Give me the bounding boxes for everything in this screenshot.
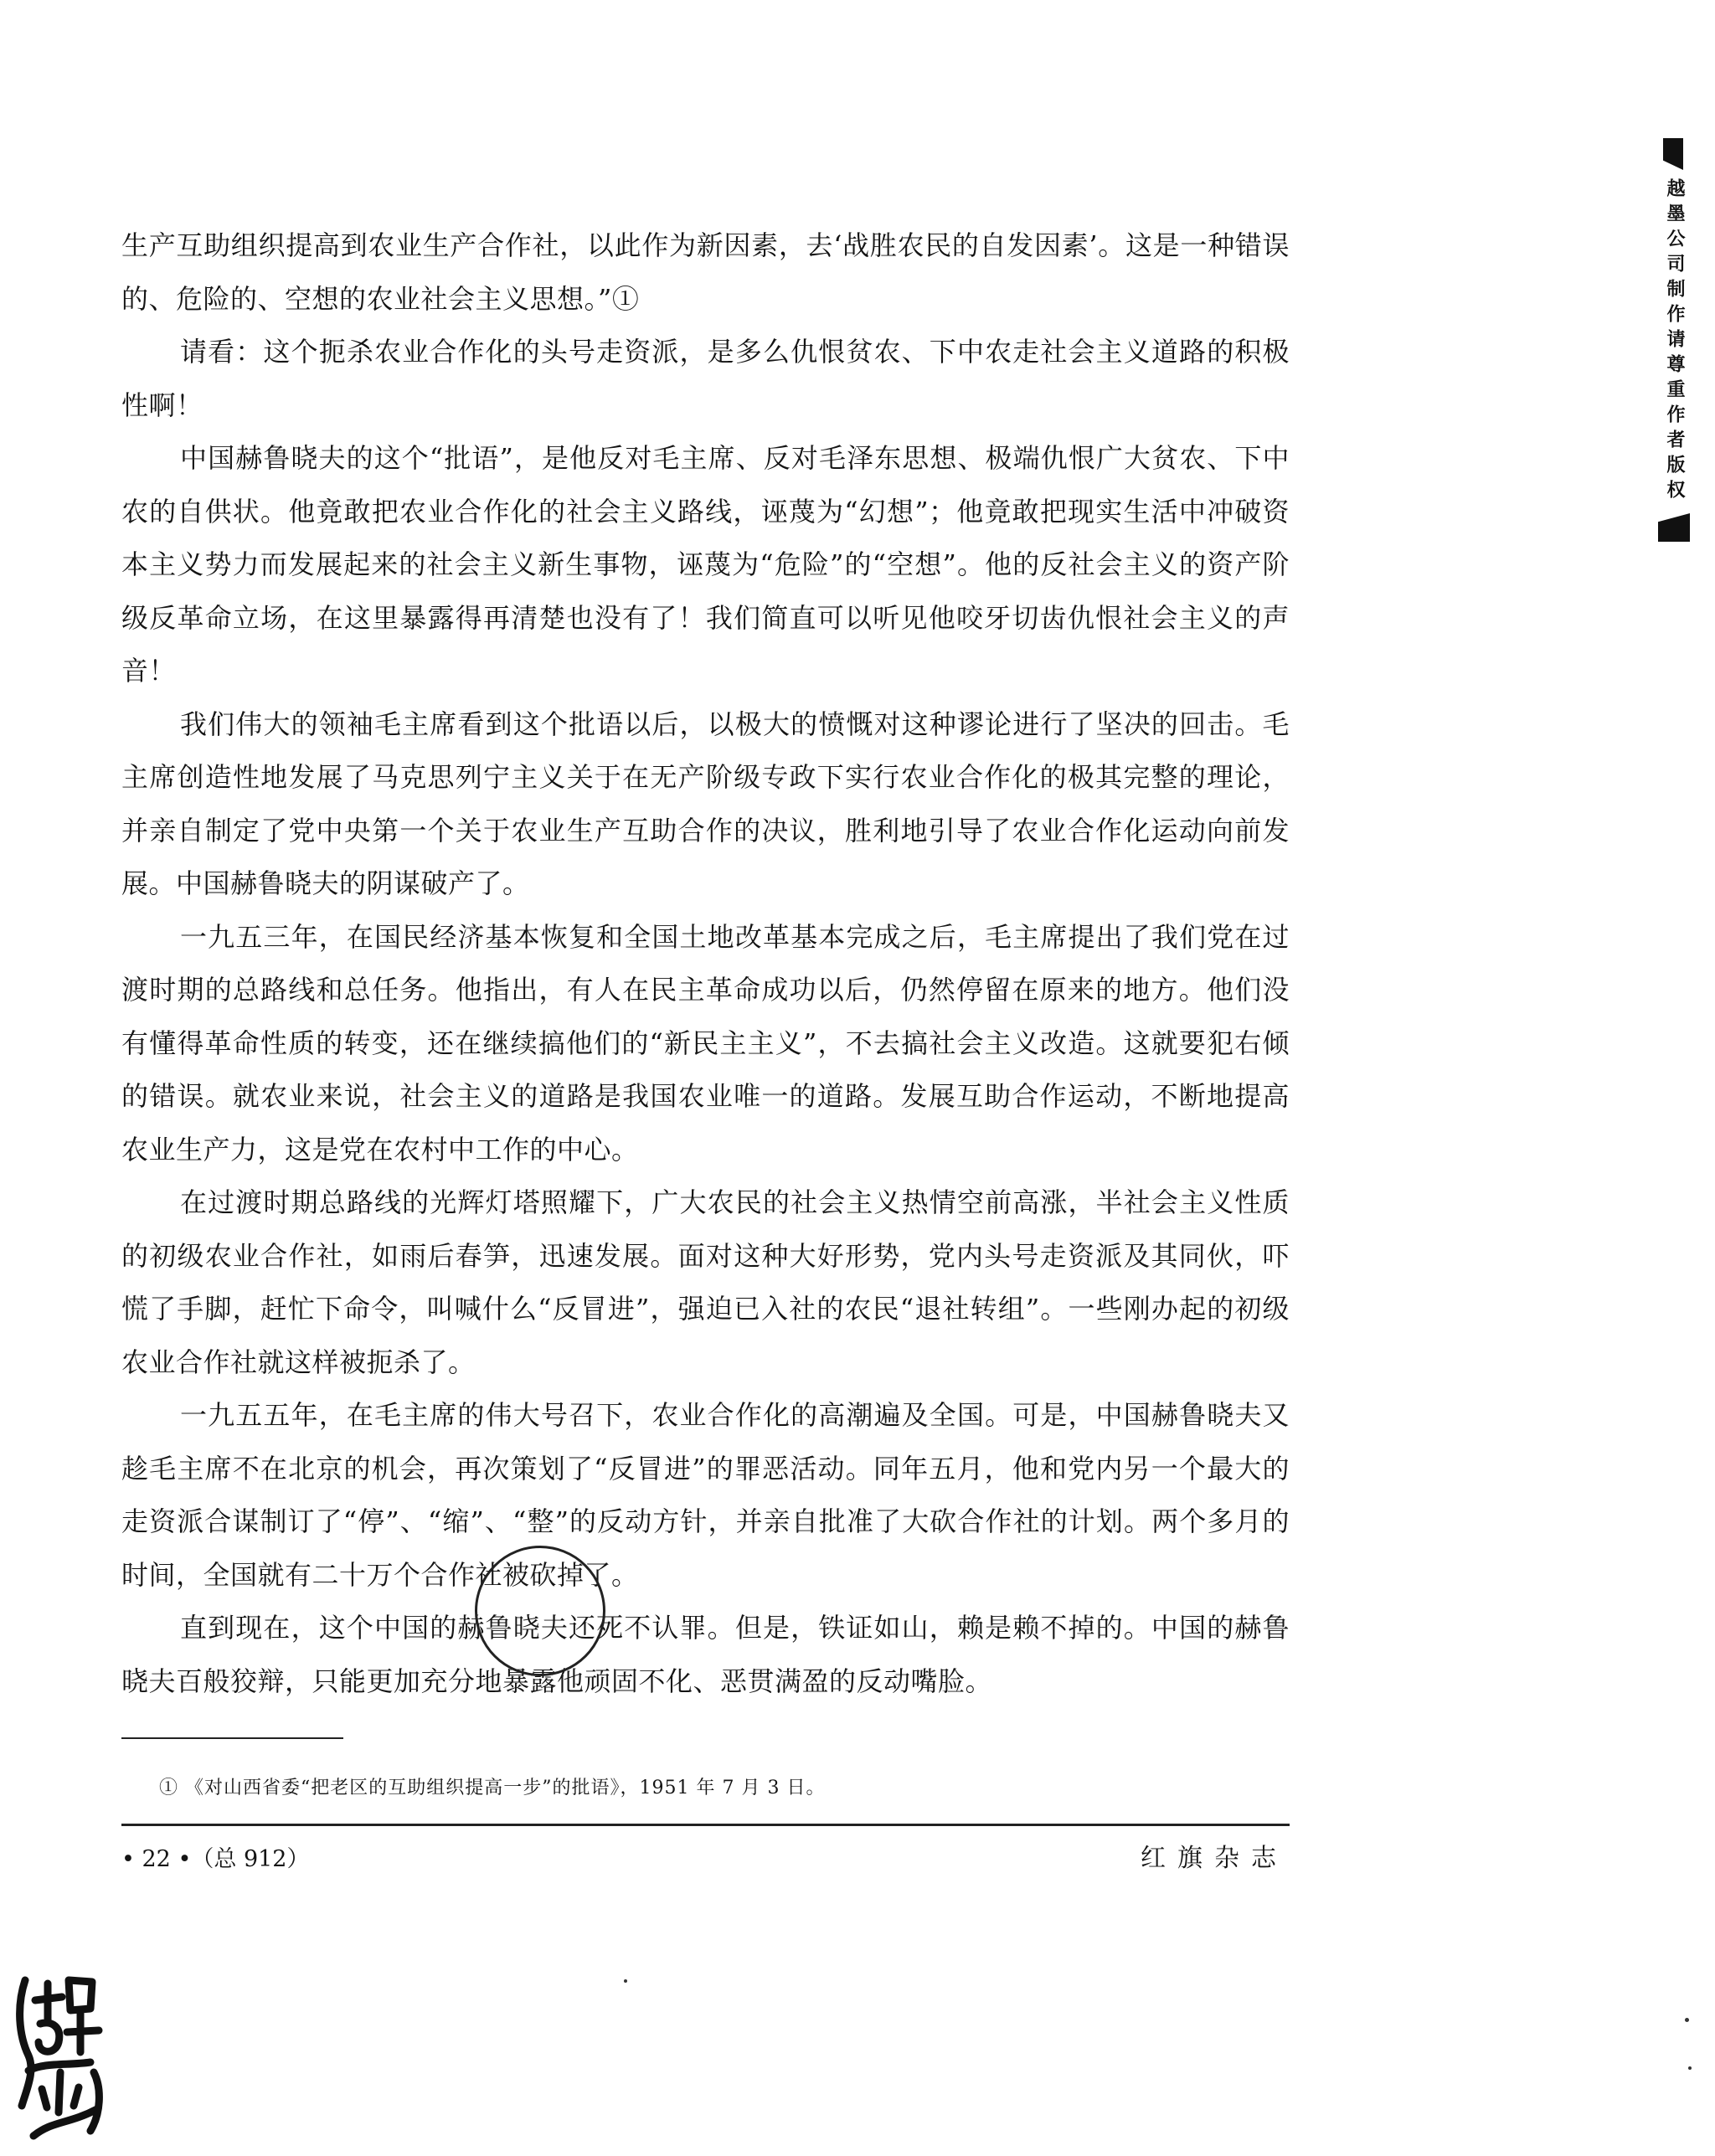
paragraph-3: 中国赫鲁晓夫的这个“批语”，是他反对毛主席、反对毛泽东思想、极端仇恨广大贫农、下中农的自供状。他竟敢把农业合作化的社会主义路线，诬蔑为“幻想”；他竟敢把现实生活中冲破资本主义势力而发展起来的社会主义新生事物，诬蔑为“危险”的“空想”。他的反社会主义的资产阶级反革命立场，在这里暴露得再清楚也没有了！我们简直可以听见他咬牙切齿仇恨社会主义的声音！ [121, 442, 1290, 687]
article-body [121, 219, 1290, 1708]
paragraph-5: 一九五三年，在国民经济基本恢复和全国土地改革基本完成之后，毛主席提出了我们党在过渡时期的总路线和总任务。他指出，有人在民主革命成功以后，仍然停留在原来的地方。他们没有懂得革命性质的转变，还在继续搞他们的“新民主主义”，不去搞社会主义改造。这就要犯右倾的错误。就农业来说，社会主义的道路是我国农业唯一的道路。发展互助合作运动，不断地提高农业生产力，这是党在农村中工作的中心。 [121, 920, 1290, 1165]
footer-divider [121, 1824, 1290, 1826]
paragraph-4: 我们伟大的领袖毛主席看到这个批语以后，以极大的愤慨对这种谬论进行了坚决的回击。毛主席创造性地发展了马克思列宁主义关于在无产阶级专政下实行农业合作化的极其完整的理论，并亲自制定了党中央第一个关于农业生产互助合作的决议，胜利地引导了农业合作化运动向前发展。中国赫鲁晓夫的阴谋破产了。 [121, 708, 1290, 899]
copyright-side-notice [1650, 138, 1700, 542]
paragraph-8: 直到现在，这个中国的赫鲁晓夫还死不认罪。但是，铁证如山，赖是赖不掉的。中国的赫鲁晓夫百般狡辩，只能更加充分地暴露他顽固不化、恶贯满盈的反动嘴脸。 [121, 1612, 1290, 1697]
seal-stamp-icon [10, 1972, 111, 2148]
footnote: ① 《对山西省委“把老区的互助组织提高一步”的批语》，1951 年 7 月 3 日。 [159, 1778, 826, 1798]
paragraph-7: 一九五五年，在毛主席的伟大号召下，农业合作化的高潮遍及全国。可是，中国赫鲁晓夫又趁毛主席不在北京的机会，再次策划了“反冒进”的罪恶活动。同年五月，他和党内另一个最大的走资派合谋制订了“停”、“缩”、“整”的反动方针，并亲自批准了大砍合作社的计划。两个多月的时间，全国就有二十万个合作社被砍掉了。 [121, 1399, 1290, 1591]
paragraph-1: 生产互助组织提高到农业生产合作社，以此作为新因素，去‘战胜农民的自发因素’。这是一种错误的、危险的、空想的农业社会主义思想。”① [121, 229, 1290, 315]
side-bar-top [1663, 138, 1683, 170]
scan-speck [624, 1979, 627, 1983]
scan-speck [1688, 2066, 1692, 2070]
side-notice-text: 越墨公司制作请尊重作者版权 [1664, 178, 1685, 505]
scan-speck [1685, 2018, 1689, 2022]
footnote-divider [121, 1737, 343, 1739]
circle-mark [475, 1546, 605, 1676]
paragraph-2: 请看：这个扼杀农业合作化的头号走资派，是多么仇恨贫农、下中农走社会主义道路的积极性啊！ [121, 336, 1290, 421]
side-bar-bottom [1658, 513, 1690, 542]
journal-name: 红旗杂志 [1141, 1844, 1288, 1873]
paragraph-6: 在过渡时期总路线的光辉灯塔照耀下，广大农民的社会主义热情空前高涨，半社会主义性质的初级农业合作社，如雨后春笋，迅速发展。面对这种大好形势，党内头号走资派及其同伙，吓慌了手脚，赶忙下命令，叫喊什么“反冒进”，强迫已入社的农民“退社转组”。一些刚办起的初级农业合作社就这样被扼杀了。 [121, 1186, 1290, 1378]
page-number: • 22 •（总 912） [121, 1846, 310, 1872]
